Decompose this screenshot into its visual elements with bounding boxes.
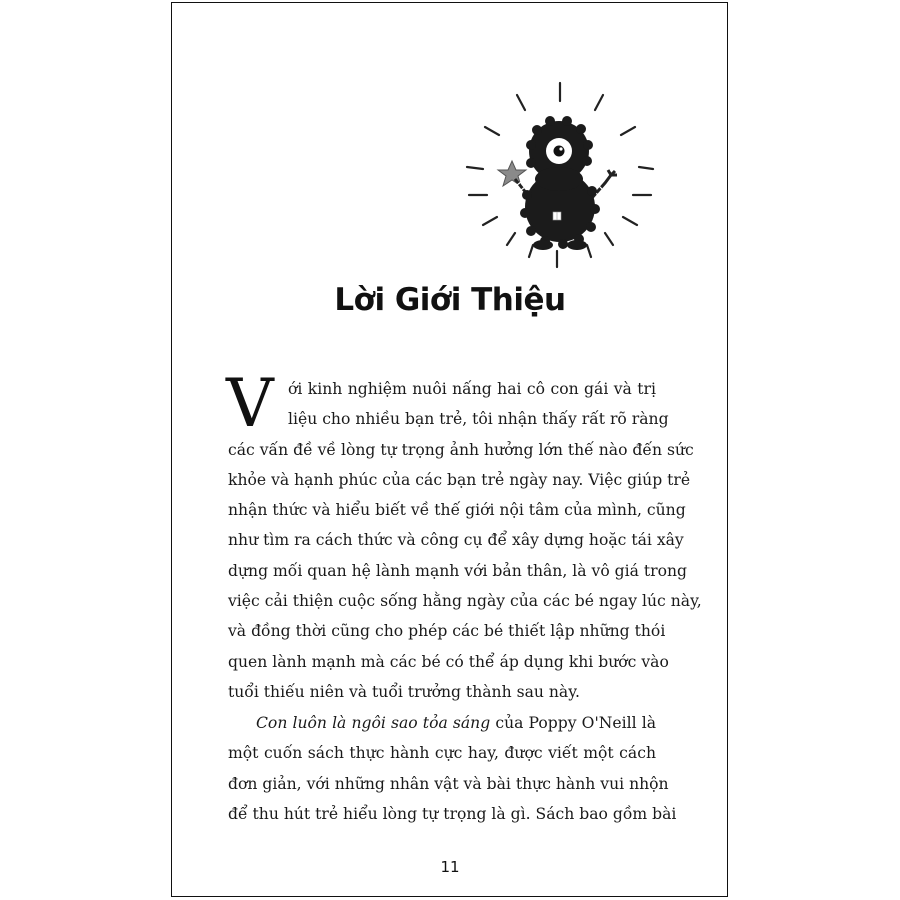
page-title: Lời Giới Thiệu	[334, 282, 566, 318]
book-title: Con luôn là ngôi sao tỏa sáng	[256, 714, 491, 732]
text-line: khỏe và hạnh phúc của các bạn trẻ ngày nay. Việc giúp trẻ	[228, 470, 691, 489]
fuzzy-monster-with-star-icon	[455, 75, 665, 285]
text-line: dựng mối quan hệ lành mạnh với bản thân, là vô giá trong	[228, 561, 688, 580]
text-line: và đồng thời cũng cho phép các bé thiết lập những thói	[228, 622, 666, 641]
text-line: liệu cho nhiều bạn trẻ, tôi nhận thấy rất rõ ràng	[288, 410, 669, 429]
page-number: 11	[440, 858, 460, 876]
text-line: như tìm ra cách thức và công cụ để xây dựng hoặc tái xây	[228, 531, 684, 550]
text-line: việc cải thiện cuộc sống hằng ngày của các bé ngay lúc này,	[228, 592, 702, 611]
text-line: quen lành mạnh mà các bé có thể áp dụng khi bước vào	[228, 652, 669, 671]
text-line: để thu hút trẻ hiểu lòng tự trọng là gì. Sách bao gồm bài	[228, 804, 677, 823]
text-line: ới kinh nghiệm nuôi nấng hai cô con gái và trị	[288, 380, 656, 398]
text-line: một cuốn sách thực hành cực hay, được viết một cách	[228, 744, 656, 763]
drop-cap: V	[226, 365, 274, 442]
text-line: đơn giản, với những nhân vật và bài thực hành vui nhộn	[228, 774, 669, 793]
text-line: các vấn đề về lòng tự trọng ảnh hưởng lớn thế nào đến sức	[228, 440, 694, 459]
text-line	[228, 708, 656, 738]
text-line: tuổi thiếu niên và tuổi trưởng thành sau này.	[228, 682, 580, 701]
intro-paragraph	[228, 374, 702, 707]
text-line: nhận thức và hiểu biết về thế giới nội tâm của mình, cũng	[228, 501, 686, 520]
text-fragment: của Poppy O'Neill là	[495, 714, 656, 732]
second-paragraph	[228, 708, 677, 829]
